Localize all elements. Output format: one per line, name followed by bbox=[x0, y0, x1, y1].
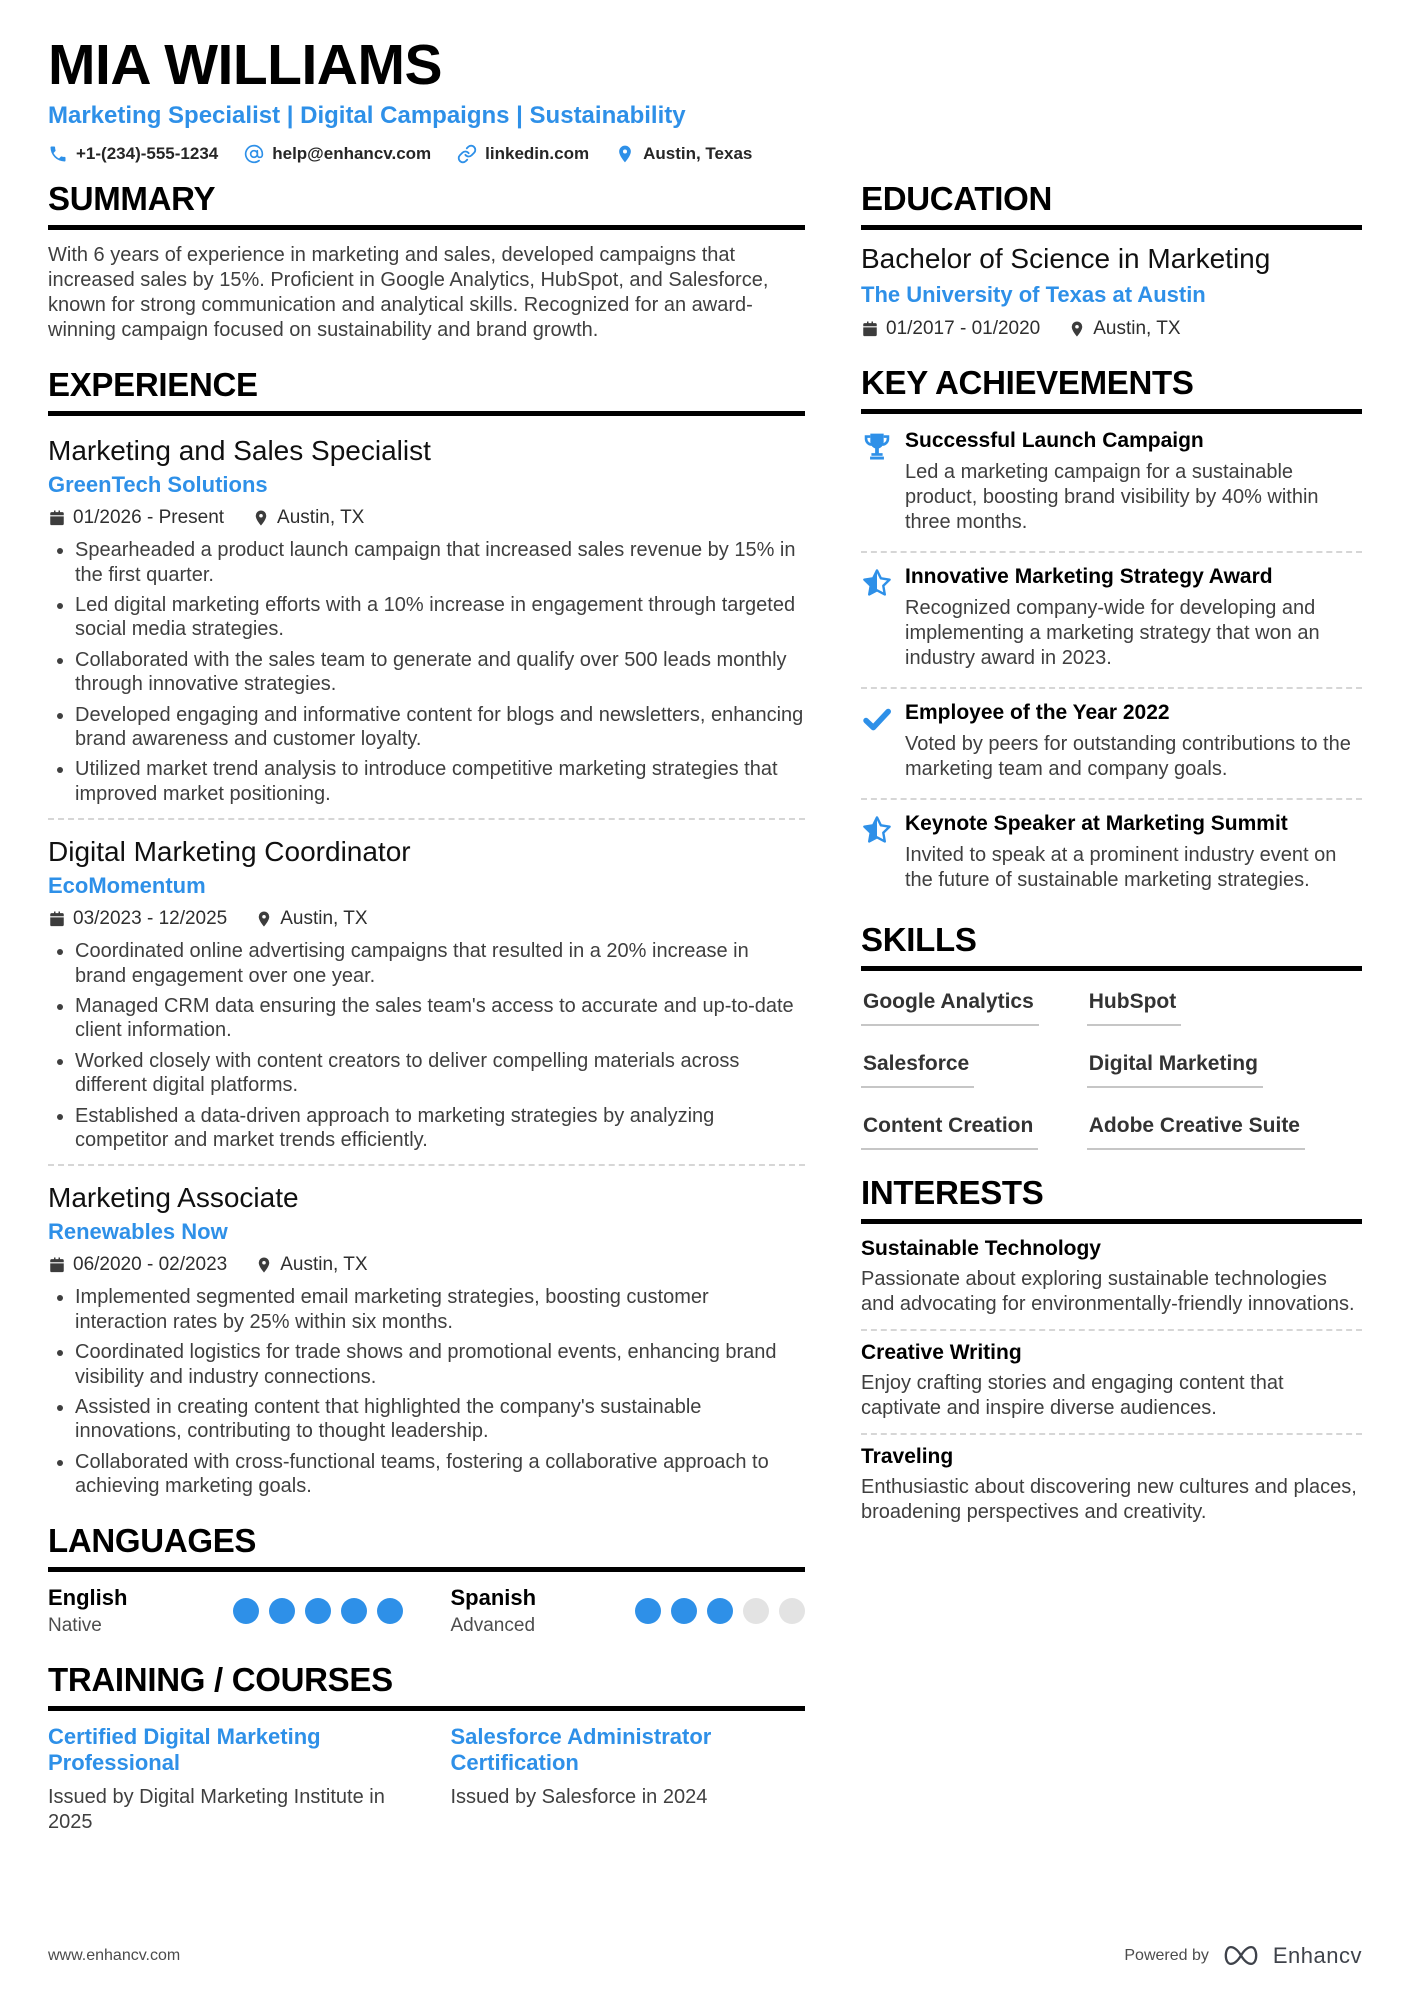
powered-by bbox=[1124, 1942, 1362, 1969]
language-level: Advanced bbox=[450, 1615, 536, 1637]
job-dates-text: 01/2026 - Present bbox=[73, 507, 225, 529]
brand-name: Enhancv bbox=[1272, 1942, 1362, 1968]
level-dot-filled bbox=[305, 1598, 331, 1624]
interest-item bbox=[861, 1341, 1362, 1421]
interest-title: Sustainable Technology bbox=[861, 1237, 1101, 1261]
achievement-text: Led a marketing campaign for a sustainable product, boosting brand visibility by 40% within three months. bbox=[905, 461, 1319, 534]
education-heading: EDUCATION bbox=[861, 180, 1362, 230]
resume-header bbox=[48, 33, 1362, 164]
language-dots bbox=[233, 1598, 403, 1624]
map-pin-icon bbox=[252, 509, 270, 527]
achievement-text: Voted by peers for outstanding contributions to the marketing team and company goals. bbox=[905, 733, 1351, 781]
skill-item: HubSpot bbox=[1087, 990, 1181, 1026]
job-bullet: • Collaborated with cross-functional teams, fostering a collaborative approach to achieving marketing goals. bbox=[75, 1450, 805, 1499]
level-dot-filled bbox=[377, 1598, 403, 1624]
level-dot-filled bbox=[269, 1598, 295, 1624]
achievement-body bbox=[905, 565, 1362, 671]
job-meta bbox=[48, 507, 805, 529]
job-bullet: • Spearheaded a product launch campaign that increased sales revenue by 15% in the first quarter. bbox=[75, 538, 805, 587]
contact-link[interactable] bbox=[457, 144, 589, 164]
achievement-body bbox=[905, 812, 1362, 893]
achievement-item bbox=[861, 699, 1362, 786]
calendar-icon bbox=[48, 1256, 66, 1274]
interest-text: Passionate about exploring sustainable technologies and advocating for environmentally-friendly innovations. bbox=[861, 1268, 1355, 1316]
powered-by-label: Powered by bbox=[1124, 1946, 1209, 1964]
interest-title: Traveling bbox=[861, 1445, 954, 1469]
job-dates bbox=[48, 1254, 227, 1276]
achievement-item bbox=[861, 563, 1362, 675]
education-school: The University of Texas at Austin bbox=[861, 282, 1206, 308]
footer-website[interactable]: www.enhancv.com bbox=[48, 1946, 181, 1964]
skill-item: Digital Marketing bbox=[1087, 1052, 1263, 1088]
check-icon bbox=[861, 701, 905, 782]
languages-list bbox=[48, 1585, 805, 1637]
map-pin-icon bbox=[255, 1256, 273, 1274]
skill-item: Salesforce bbox=[861, 1052, 974, 1088]
trophy-icon bbox=[861, 429, 905, 535]
achievement-item bbox=[861, 810, 1362, 897]
training-issuer: Issued by Digital Marketing Institute in 2025 bbox=[48, 1786, 385, 1833]
map-pin-icon bbox=[1068, 320, 1086, 338]
training-item bbox=[48, 1724, 403, 1834]
contact-phone[interactable] bbox=[48, 144, 218, 164]
skill-item: Adobe Creative Suite bbox=[1087, 1114, 1305, 1150]
training-title: Certified Digital Marketing Professional bbox=[48, 1724, 321, 1775]
candidate-headline: Marketing Specialist | Digital Campaigns | Sustainability bbox=[48, 102, 686, 130]
achievement-body bbox=[905, 429, 1362, 535]
skills-section bbox=[861, 921, 1362, 1150]
interest-title: Creative Writing bbox=[861, 1341, 1022, 1365]
phone-icon bbox=[48, 144, 68, 164]
training-heading: TRAINING / COURSES bbox=[48, 1661, 805, 1711]
candidate-name: MIA WILLIAMS bbox=[48, 33, 442, 97]
achievement-title: Employee of the Year 2022 bbox=[905, 701, 1170, 725]
job-bullets bbox=[48, 1285, 805, 1498]
job-company: Renewables Now bbox=[48, 1219, 228, 1245]
experience-section bbox=[48, 366, 805, 1498]
education-location-text: Austin, TX bbox=[1093, 318, 1181, 340]
location-pin-icon bbox=[615, 144, 635, 164]
language-item bbox=[48, 1585, 403, 1637]
language-name: English bbox=[48, 1585, 128, 1611]
interest-text: Enthusiastic about discovering new cultures and places, broadening perspectives and creativity. bbox=[861, 1476, 1357, 1524]
languages-section bbox=[48, 1522, 805, 1637]
interests-section bbox=[861, 1174, 1362, 1525]
language-labels bbox=[48, 1585, 127, 1637]
job-bullets bbox=[48, 538, 805, 806]
calendar-icon bbox=[48, 910, 66, 928]
job-title: Marketing and Sales Specialist bbox=[48, 435, 431, 467]
job-location-text: Austin, TX bbox=[277, 507, 365, 529]
achievement-text: Invited to speak at a prominent industry event on the future of sustainable marketing strategies. bbox=[905, 844, 1337, 892]
experience-jobs bbox=[48, 429, 805, 1498]
job-meta bbox=[48, 908, 805, 930]
achievement-body bbox=[905, 701, 1362, 782]
contact-link-text: linkedin.com bbox=[485, 144, 590, 164]
training-title: Salesforce Administrator Certification bbox=[450, 1724, 712, 1775]
training-issuer: Issued by Salesforce in 2024 bbox=[450, 1786, 708, 1809]
contact-row bbox=[48, 144, 1362, 164]
job-location bbox=[255, 908, 367, 930]
achievement-divider bbox=[861, 551, 1362, 553]
link-icon bbox=[457, 144, 477, 164]
job-location bbox=[255, 1254, 367, 1276]
education-dates-text: 01/2017 - 01/2020 bbox=[886, 318, 1041, 340]
job-title: Marketing Associate bbox=[48, 1182, 299, 1214]
skill-item: Google Analytics bbox=[861, 990, 1039, 1026]
interests-list bbox=[861, 1237, 1362, 1525]
education-meta bbox=[861, 318, 1362, 340]
level-dot-filled bbox=[341, 1598, 367, 1624]
level-dot-filled bbox=[233, 1598, 259, 1624]
job-location-text: Austin, TX bbox=[280, 1254, 368, 1276]
job-bullet: • Coordinated logistics for trade shows and promotional events, enhancing brand visibility and industry connections. bbox=[75, 1340, 805, 1389]
language-item bbox=[451, 1585, 806, 1637]
achievement-divider bbox=[861, 798, 1362, 800]
page-footer bbox=[48, 1942, 1362, 1969]
achievements-section bbox=[861, 364, 1362, 897]
level-dot-filled bbox=[635, 1598, 661, 1624]
level-dot-empty bbox=[779, 1598, 805, 1624]
education-location bbox=[1068, 318, 1180, 340]
job-bullet: • Developed engaging and informative content for blogs and newsletters, enhancing brand awareness and customer loyalty. bbox=[75, 703, 805, 752]
training-section bbox=[48, 1661, 805, 1834]
achievement-text: Recognized company-wide for developing and implementing a marketing strategy that won an industry award in 2023. bbox=[905, 597, 1320, 670]
level-dot-filled bbox=[671, 1598, 697, 1624]
interest-text: Enjoy crafting stories and engaging content that captivate and inspire diverse audiences. bbox=[861, 1372, 1284, 1420]
language-dots bbox=[635, 1598, 805, 1624]
job-bullet: • Coordinated online advertising campaigns that resulted in a 20% increase in brand engagement over one year. bbox=[75, 939, 805, 988]
education-section bbox=[861, 180, 1362, 340]
languages-heading: LANGUAGES bbox=[48, 1522, 805, 1572]
achievements-heading: KEY ACHIEVEMENTS bbox=[861, 364, 1362, 414]
achievement-title: Keynote Speaker at Marketing Summit bbox=[905, 812, 1288, 836]
job-company: GreenTech Solutions bbox=[48, 472, 268, 498]
contact-email[interactable] bbox=[244, 144, 431, 164]
level-dot-empty bbox=[743, 1598, 769, 1624]
training-list bbox=[48, 1724, 805, 1834]
job-company: EcoMomentum bbox=[48, 873, 206, 899]
language-level: Native bbox=[48, 1615, 102, 1637]
achievement-title: Innovative Marketing Strategy Award bbox=[905, 565, 1273, 589]
job-bullet: • Established a data-driven approach to marketing strategies by analyzing competitor and market trends efficiently. bbox=[75, 1104, 805, 1153]
job-divider bbox=[48, 818, 805, 820]
summary-text: With 6 years of experience in marketing and sales, developed campaigns that increased sales by 15%. Proficient in Google Analytics, HubSpot, and Salesforce, known for strong communication and analytical skills. Recognized for an award-winning campaign focused on sustainability and brand growth. bbox=[48, 244, 769, 341]
interests-heading: INTERESTS bbox=[861, 1174, 1362, 1224]
job-bullet: • Managed CRM data ensuring the sales team's access to accurate and up-to-date client information. bbox=[75, 994, 805, 1043]
contact-location bbox=[615, 144, 752, 164]
job-dates bbox=[48, 507, 224, 529]
job-bullet: • Assisted in creating content that highlighted the company's sustainable innovations, contributing to thought leadership. bbox=[75, 1395, 805, 1444]
columns bbox=[48, 180, 1362, 1859]
education-dates bbox=[861, 318, 1040, 340]
education-degree: Bachelor of Science in Marketing bbox=[861, 243, 1271, 275]
job-dates bbox=[48, 908, 227, 930]
map-pin-icon bbox=[255, 910, 273, 928]
star-half-icon bbox=[861, 565, 905, 671]
summary-section bbox=[48, 180, 805, 342]
training-item bbox=[451, 1724, 806, 1834]
job-entry bbox=[48, 1176, 805, 1498]
enhancv-logo-icon bbox=[1219, 1942, 1263, 1969]
contact-location-text: Austin, Texas bbox=[643, 144, 753, 164]
language-name: Spanish bbox=[450, 1585, 537, 1611]
skills-heading: SKILLS bbox=[861, 921, 1362, 971]
job-entry bbox=[48, 830, 805, 1152]
achievement-title: Successful Launch Campaign bbox=[905, 429, 1204, 453]
skill-item: Content Creation bbox=[861, 1114, 1038, 1150]
interest-divider bbox=[861, 1433, 1362, 1435]
job-bullet: • Implemented segmented email marketing strategies, boosting customer interaction rates by 25% within six months. bbox=[75, 1285, 805, 1334]
level-dot-filled bbox=[707, 1598, 733, 1624]
job-location-text: Austin, TX bbox=[280, 908, 368, 930]
interest-divider bbox=[861, 1329, 1362, 1331]
job-bullet: • Worked closely with content creators to deliver compelling materials across different digital platforms. bbox=[75, 1049, 805, 1098]
job-location bbox=[252, 507, 364, 529]
language-labels bbox=[451, 1585, 537, 1637]
left-column bbox=[48, 180, 805, 1859]
skills-list bbox=[861, 984, 1362, 1150]
job-bullet: • Collaborated with the sales team to generate and qualify over 500 leads monthly through innovative strategies. bbox=[75, 648, 805, 697]
job-entry bbox=[48, 429, 805, 806]
at-sign-icon bbox=[244, 144, 264, 164]
job-title: Digital Marketing Coordinator bbox=[48, 836, 411, 868]
summary-heading: SUMMARY bbox=[48, 180, 805, 230]
contact-phone-text: +1-(234)-555-1234 bbox=[76, 144, 219, 164]
experience-heading: EXPERIENCE bbox=[48, 366, 805, 416]
right-column bbox=[861, 180, 1362, 1859]
interest-item bbox=[861, 1445, 1362, 1525]
calendar-icon bbox=[861, 320, 879, 338]
achievements-list bbox=[861, 427, 1362, 897]
interest-item bbox=[861, 1237, 1362, 1317]
job-divider bbox=[48, 1164, 805, 1166]
job-dates-text: 06/2020 - 02/2023 bbox=[73, 1254, 228, 1276]
job-bullets bbox=[48, 939, 805, 1152]
star-half-icon bbox=[861, 812, 905, 893]
job-bullet: • Utilized market trend analysis to introduce competitive marketing strategies that improved market positioning. bbox=[75, 757, 805, 806]
job-dates-text: 03/2023 - 12/2025 bbox=[73, 908, 228, 930]
job-meta bbox=[48, 1254, 805, 1276]
job-bullet: • Led digital marketing efforts with a 10% increase in engagement through targeted social media strategies. bbox=[75, 593, 805, 642]
contact-email-text: help@enhancv.com bbox=[272, 144, 432, 164]
achievement-divider bbox=[861, 687, 1362, 689]
calendar-icon bbox=[48, 509, 66, 527]
achievement-item bbox=[861, 427, 1362, 539]
